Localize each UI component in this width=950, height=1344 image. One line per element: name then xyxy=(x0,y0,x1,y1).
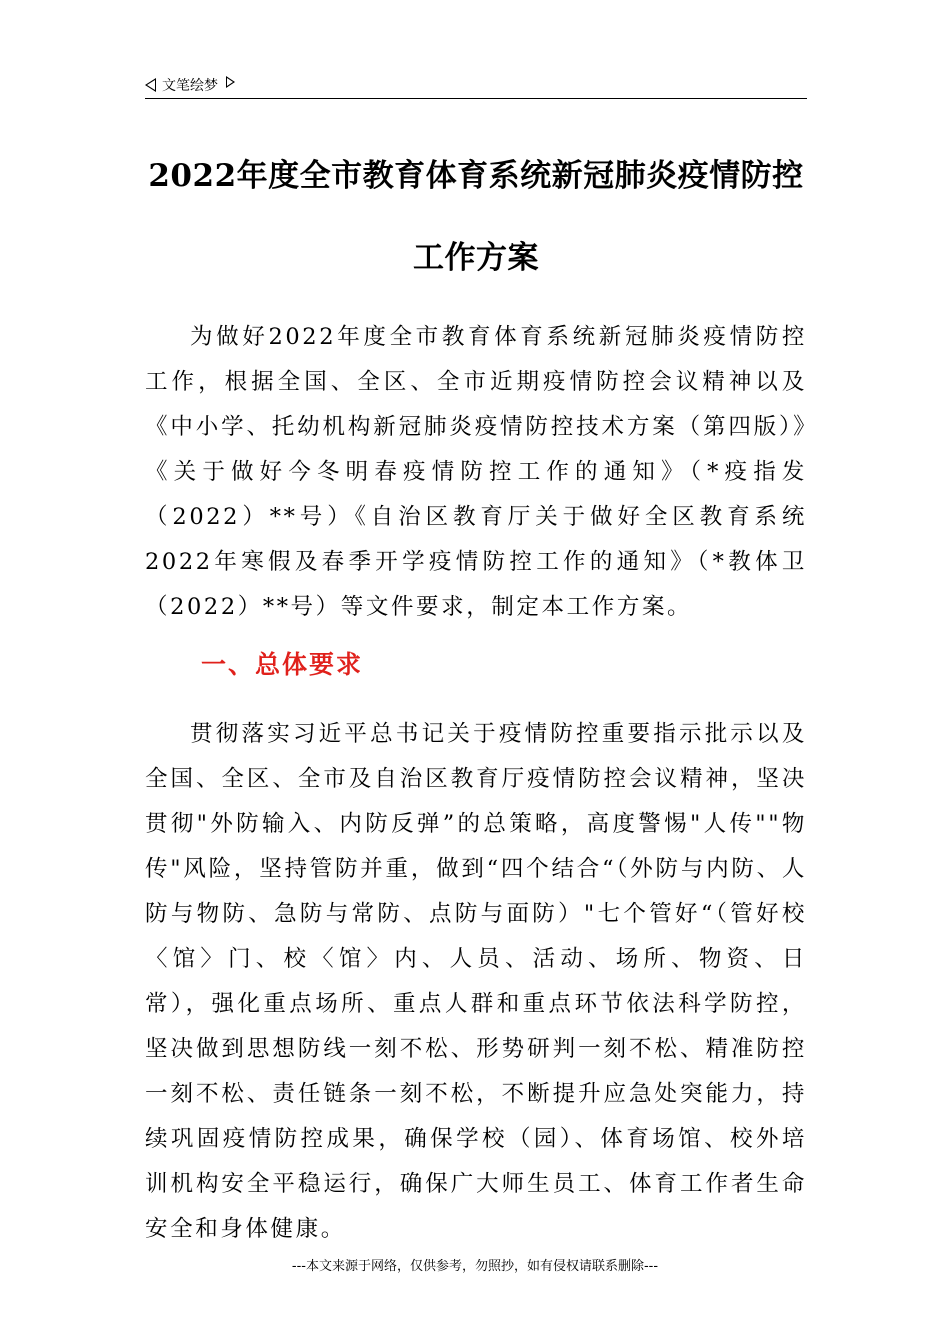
intro-paragraph: 为做好2022年度全市教育体育系统新冠肺炎疫情防控工作，根据全国、全区、全市近期疫情防控会议精神以及《中小学、托幼机构新冠肺炎疫情防控技术方案（第四版）》《关于做好今冬明春疫情防控工作的通知》（*疫指发（2022）**号）《自治区教育厅关于做好全区教育系统2022年寒假及春季开学疫情防控工作的通知》（*教体卫（2022）**号）等文件要求，制定本工作方案。 xyxy=(145,324,807,620)
header-divider xyxy=(145,98,807,99)
page-header xyxy=(145,72,807,98)
footer-notice: ---本文来源于网络，仅供参考，勿照抄，如有侵权请联系删除--- xyxy=(291,1259,659,1274)
triangle-right-icon xyxy=(226,76,235,88)
document-title-line-1: 2022年度全市教育体育系统新冠肺炎疫情防控 xyxy=(148,158,804,194)
section-heading-general-requirements: 一、总体要求 xyxy=(201,650,364,679)
triangle-left-icon xyxy=(145,78,156,92)
section-paragraph-general-requirements: 贯彻落实习近平总书记关于疫情防控重要指示批示以及全国、全区、全市及自治区教育厅疫情防控会议精神，坚决贯彻"外防输入、内防反弹”的总策略，高度警惕"人传""物传"风险，坚持管防并重，做到“四个结合“（外防与内防、人防与物防、急防与常防、点防与面防）"七个管好“（管好校〈馆〉门、校〈馆〉内、人员、活动、场所、物资、日常），强化重点场所、重点人群和重点环节依法科学防控，坚决做到思想防线一刻不松、形势研判一刻不松、精准防控一刻不松、责任链条一刻不松，不断提升应急处突能力，持续巩固疫情防控成果，确保学校（园）、体育场馆、校外培训机构安全平稳运行，确保广大师生员工、体育工作者生命安全和身体健康。 xyxy=(145,721,807,1242)
document-title-line-2: 工作方案 xyxy=(413,240,539,276)
header-brand: 文笔绘梦 xyxy=(162,78,218,94)
